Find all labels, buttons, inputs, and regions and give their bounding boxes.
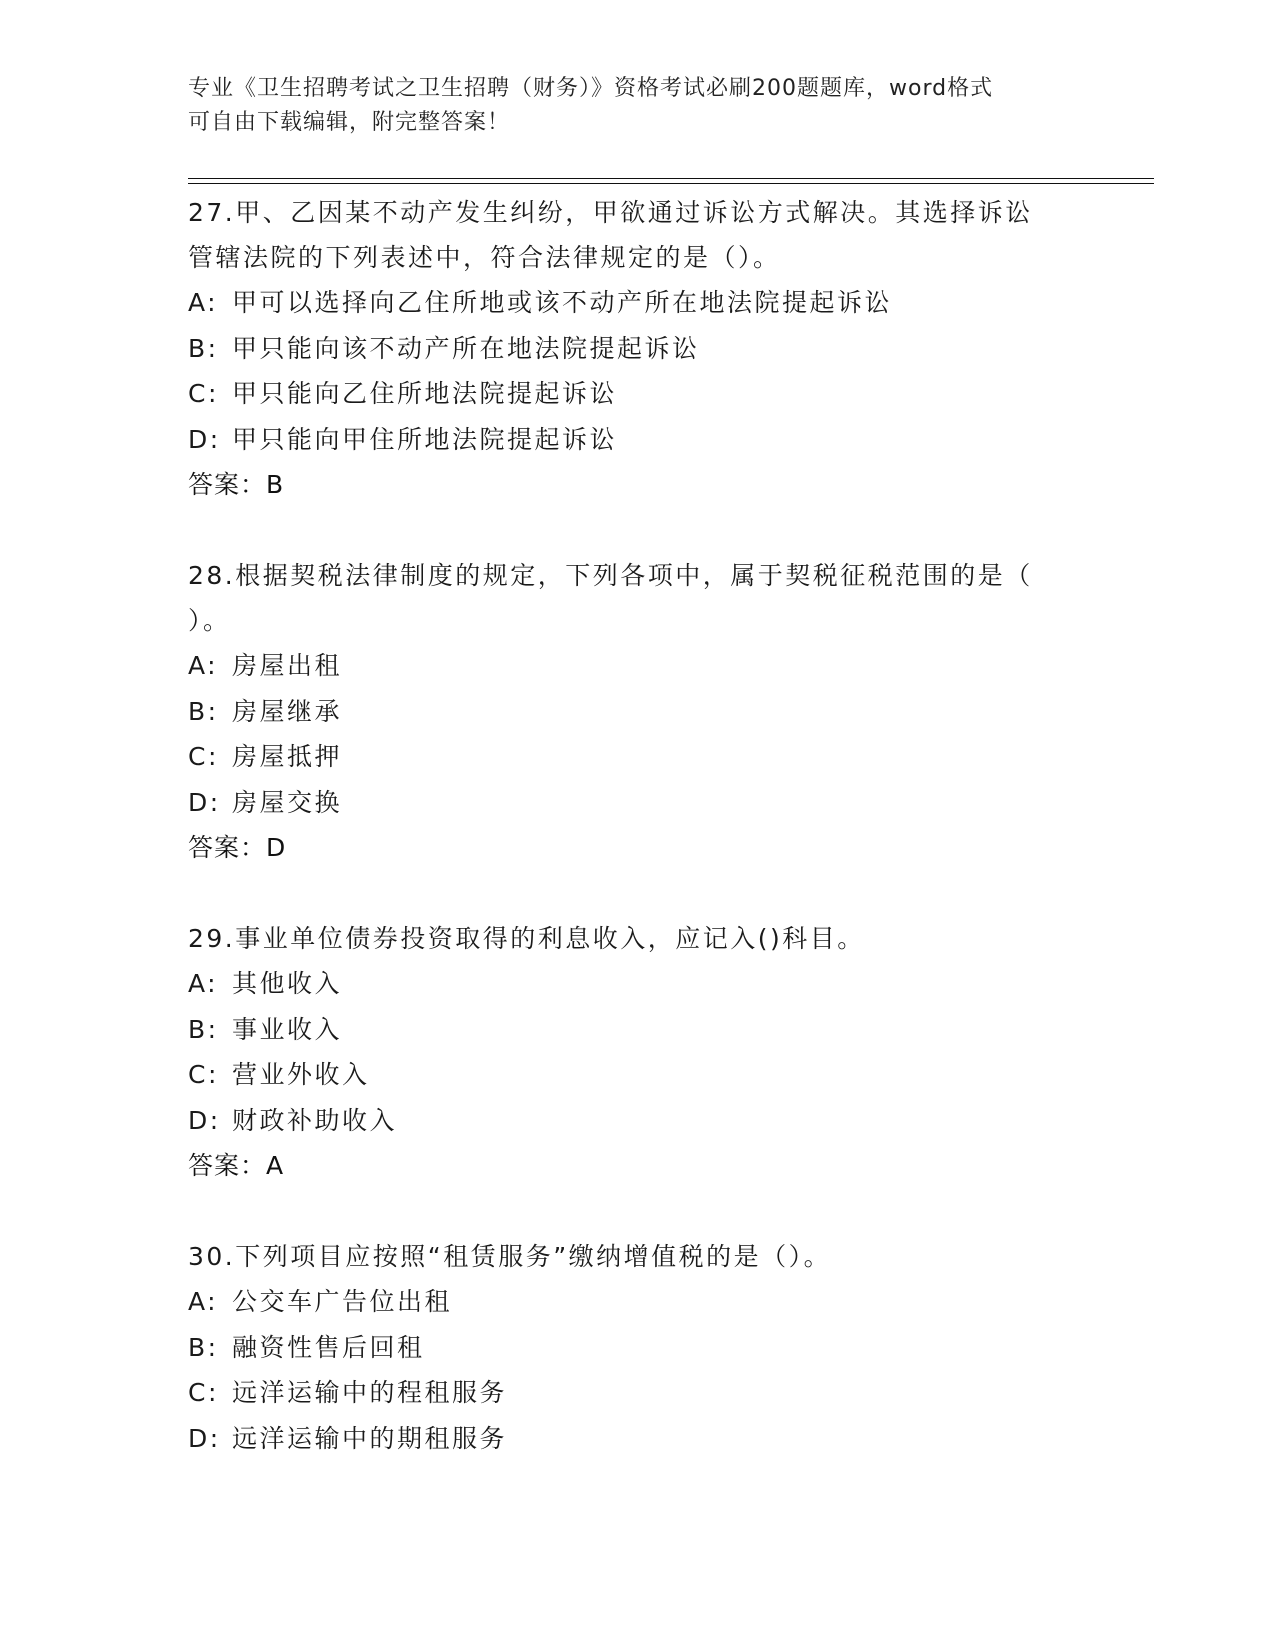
option-text: 甲只能向甲住所地法院提起诉讼 [232,424,618,454]
document-header [188,72,1088,140]
answer-option [188,734,1088,780]
question-block [188,916,1088,1188]
option-label: A: [188,651,219,680]
answer-option [188,1007,1088,1053]
answer-key: 答案：B [188,470,285,499]
answer-option [188,1325,1088,1371]
option-label: B: [188,1332,219,1362]
option-text: 营业外收入 [232,1060,370,1089]
header-line-1: 专业《卫生招聘考试之卫生招聘（财务）》资格考试必刷200题题库，word格式 [188,76,994,101]
answer-option [188,371,1088,417]
option-text: 事业收入 [232,1014,343,1044]
option-label: D: [188,424,221,454]
option-text: 远洋运输中的程租服务 [232,1378,508,1407]
question-block [188,1234,1088,1461]
option-text: 融资性售后回租 [232,1332,425,1362]
option-label: A: [188,969,219,998]
question-stem-line: 30.下列项目应按照“租赁服务”缴纳增值税的是（）。 [188,1242,832,1271]
option-text: 财政补助收入 [232,1105,398,1135]
answer-key: 答案：D [188,833,287,862]
answer-option [188,1279,1088,1325]
option-label: D: [188,787,221,817]
option-label: B: [188,1014,219,1044]
answer-option [188,1052,1088,1098]
option-label: A: [188,1287,219,1316]
option-text: 房屋出租 [232,651,343,680]
option-text: 远洋运输中的期租服务 [232,1423,508,1453]
option-label: A: [188,288,219,317]
option-text: 甲只能向该不动产所在地法院提起诉讼 [232,333,700,363]
option-label: B: [188,696,219,726]
question-stem-line: ）。 [188,606,231,635]
option-label: C: [188,379,219,408]
answer-option [188,780,1088,826]
option-text: 房屋抵押 [232,742,343,771]
option-label: D: [188,1423,221,1453]
answer-option [188,643,1088,689]
question-list [188,190,1088,1461]
option-text: 其他收入 [232,969,343,998]
question-block [188,190,1088,507]
question-stem [188,1234,1088,1279]
answer-option [188,326,1088,372]
option-text: 房屋继承 [232,696,343,726]
answer-option [188,1098,1088,1144]
option-text: 甲只能向乙住所地法院提起诉讼 [232,379,618,408]
question-stem [188,916,1088,961]
question-block [188,553,1088,870]
answer-option [188,961,1088,1007]
question-stem-line: 管辖法院的下列表述中，符合法律规定的是（）。 [188,243,781,272]
option-label: D: [188,1105,221,1135]
answer-option [188,1370,1088,1416]
question-stem [188,553,1088,643]
option-text: 公交车广告位出租 [232,1287,453,1316]
option-label: B: [188,333,219,363]
answer-option [188,417,1088,463]
answer-key: 答案：A [188,1151,285,1180]
question-stem-line: 27.甲、乙因某不动产发生纠纷，甲欲通过诉讼方式解决。其选择诉讼 [188,198,1033,227]
option-label: C: [188,1378,219,1407]
option-label: C: [188,742,219,771]
option-label: C: [188,1060,219,1089]
question-stem [188,190,1088,280]
header-line-2: 可自由下载编辑，附完整答案！ [188,110,511,135]
header-divider-bottom [188,183,1154,184]
answer-option [188,280,1088,326]
header-divider-top [188,178,1154,179]
question-stem-line: 29.事业单位债券投资取得的利息收入，应记入()科目。 [188,924,865,953]
option-text: 房屋交换 [232,787,343,817]
question-stem-line: 28.根据契税法律制度的规定，下列各项中，属于契税征税范围的是（ [188,561,1033,590]
answer-option [188,689,1088,735]
option-text: 甲可以选择向乙住所地或该不动产所在地法院提起诉讼 [232,288,893,317]
answer-option [188,1416,1088,1462]
